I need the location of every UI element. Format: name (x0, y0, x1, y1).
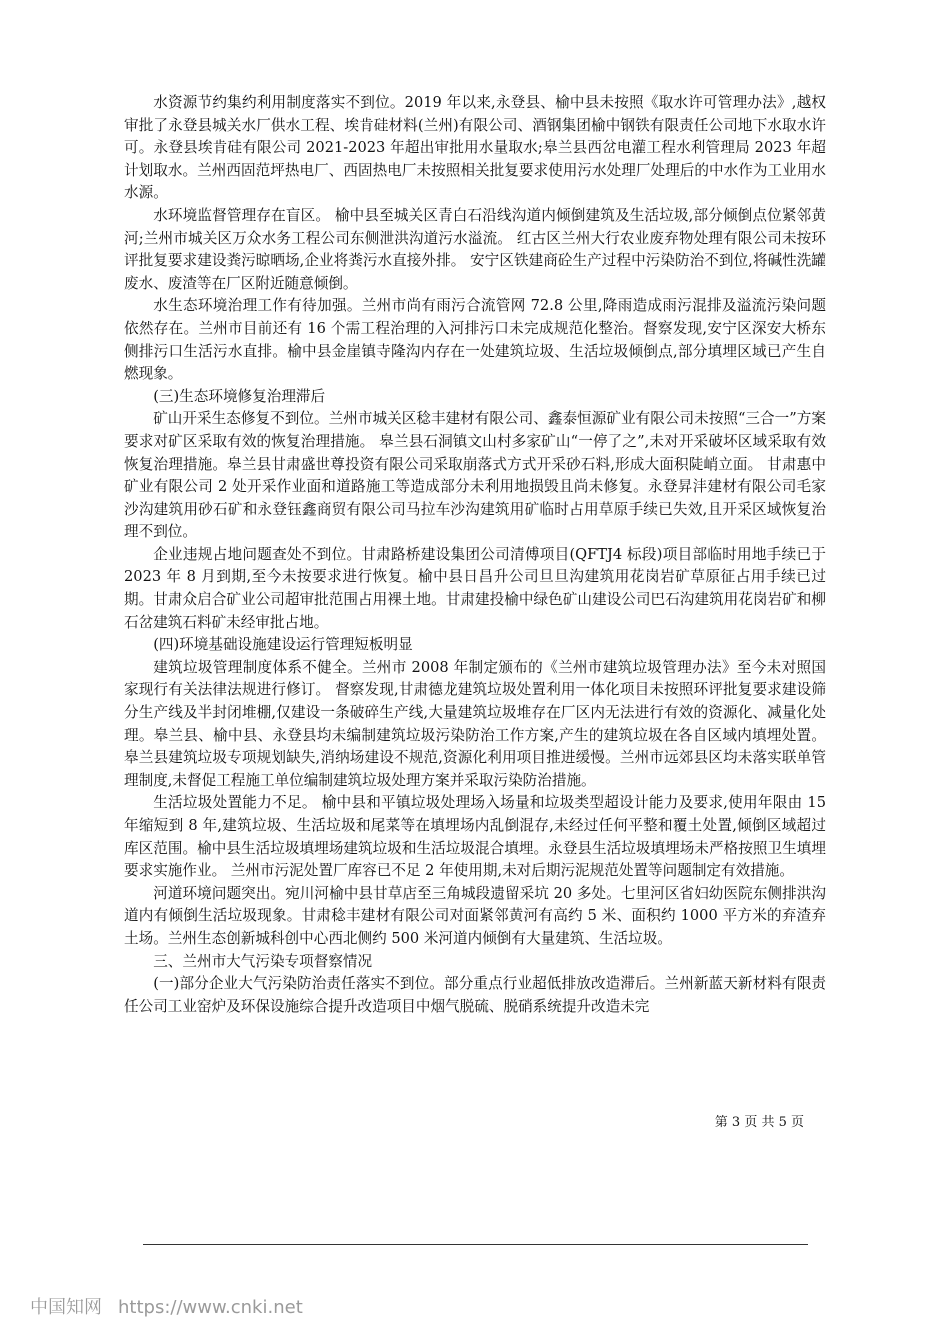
watermark-brand: 中国知网 (30, 1297, 102, 1318)
section-heading-infrastructure: (四)环境基础设施建设运行管理短板明显 (153, 636, 413, 654)
section-heading-ecological-restoration: (三)生态环境修复治理滞后 (153, 387, 326, 405)
paragraph-mine-restoration: 矿山开采生态修复不到位。兰州市城关区稔丰建材有限公司、鑫泰恒源矿业有限公司未按照“三合一”方案要求对矿区采取有效的恢复治理措施。 皋兰县石洞镇文山村多家矿山“一停了之”,未对开采破坏区域采取有效恢复治理措施。皋兰县甘肃盛世尊投资有限公司采取崩落式方式开采砂石料,形成大面积陡峭立面。 甘肃惠中矿业有限公司 2 处开采作业面和道路施工等造成部分未利用地损毁且尚未修复。永登昇沣建材有限公司毛家沙沟建筑用砂石矿和永登钰鑫商贸有限公司马拉车沙沟建筑用矿临时占用草原手续已失效,且开采区域恢复治理不到位。 (124, 410, 826, 541)
paragraph-water-supervision: 水环境监督管理存在盲区。 榆中县至城关区青白石沿线沟道内倾倒建筑及生活垃圾,部分倾倒点位紧邻黄河;兰州市城关区万众水务工程公司东侧泄洪沟道污水溢流。 红古区兰州大行农业废弃物处理有限公司未按环评批复要求建设粪污晾晒场,企业将粪污水直接外排。 安宁区铁建商砼生产过程中污染防治不到位,将碱性洗罐废水、废渣等在厂区附近随意倾倒。 (124, 206, 826, 292)
paragraph-illegal-land-use: 企业违规占地问题查处不到位。甘肃路桥建设集团公司清傅项目(QFTJ4 标段)项目部临时用地手续已于 2023 年 8 月到期,至今未按要求进行恢复。榆中县日昌升公司旦旦沟建筑用花岗岩矿草原征占用手续已过期。甘肃众启合矿业公司超审批范围占用裸土地。甘肃建投榆中绿色矿山建设公司巴石沟建筑用花岗岩矿和柳石岔建筑石料矿未经审批占地。 (124, 545, 826, 631)
watermark-url: https://www.cnki.net (118, 1297, 303, 1318)
footer-divider (143, 1244, 808, 1245)
paragraph-water-resource-saving: 水资源节约集约利用制度落实不到位。2019 年以来,永登县、榆中县未按照《取水许可管理办法》,越权审批了永登县城关水厂供水工程、埃肯硅材料(兰州)有限公司、酒钢集团榆中钢铁有限责任公司地下水取水许可。永登县埃肯硅有限公司 2021-2023 年超出审批用水量取水;皋兰县西岔电灌工程水利管理局 2023 年超计划取水。兰州西固范坪热电厂、西固热电厂未按照相关批复要求使用污水处理厂处理后的中水作为工业用水水源。 (124, 94, 826, 202)
cnki-watermark (30, 1293, 303, 1319)
paragraph-construction-waste: 建筑垃圾管理制度体系不健全。兰州市 2008 年制定颁布的《兰州市建筑垃圾管理办法》至今未对照国家现行有关法律法规进行修订。 督察发现,甘肃德龙建筑垃圾处置利用一体化项目未按照环评批复要求建设筛分生产线及半封闭堆棚,仅建设一条破碎生产线,大量建筑垃圾堆存在厂区内无法进行有效的资源化、减量化处理。皋兰县、榆中县、永登县均未编制建筑垃圾污染防治工作方案,产生的建筑垃圾在各自区域内填埋处置。皋兰县建筑垃圾专项规划缺失,消纳场建设不规范,资源化利用项目推进缓慢。兰州市远郊县区均未落实联单管理制度,未督促工程施工单位编制建筑垃圾处理方案并采取污染防治措施。 (124, 658, 826, 789)
paragraph-household-waste: 生活垃圾处置能力不足。 榆中县和平镇垃圾处理场入场量和垃圾类型超设计能力及要求,使用年限由 15 年缩短到 8 年,建筑垃圾、生活垃圾和尾菜等在填埋场内乱倒混存,未经过任何平整和覆土处置,倾倒区域超过库区范围。榆中县生活垃圾填埋场建筑垃圾和生活垃圾混合填埋。永登县生活垃圾填埋场未严格按照卫生填埋要求实施作业。 兰州市污泥处置厂库容已不足 2 年使用期,未对后期污泥规范处置等问题制定有效措施。 (124, 794, 826, 880)
page-number: 第 3 页 共 5 页 (714, 1115, 804, 1130)
paragraph-air-pollution-responsibility: (一)部分企业大气污染防治责任落实不到位。部分重点行业超低排放改造滞后。兰州新蓝天新材料有限责任公司工业窑炉及环保设施综合提升改造项目中烟气脱硫、脱硝系统提升改造未完 (124, 975, 826, 1015)
document-body (124, 92, 826, 1018)
paragraph-water-ecology: 水生态环境治理工作有待加强。兰州市尚有雨污合流管网 72.8 公里,降雨造成雨污混排及溢流污染问题依然存在。兰州市目前还有 16 个需工程治理的入河排污口未完成规范化整治。督察发现,安宁区深安大桥东侧排污口生活污水直排。榆中县金崖镇寺隆沟内存在一处建筑垃圾、生活垃圾倾倒点,部分填埋区域已产生自燃现象。 (124, 297, 826, 383)
paragraph-river-environment: 河道环境问题突出。宛川河榆中县甘草店至三角城段遗留采坑 20 多处。七里河区省妇幼医院东侧排洪沟道内有倾倒生活垃圾现象。甘肃稔丰建材有限公司对面紧邻黄河有高约 5 米、面积约 1000 平方米的弃渣弃土场。兰州生态创新城科创中心西北侧约 500 米河道内倾倒有大量建筑、生活垃圾。 (124, 884, 826, 947)
section-heading-air-pollution: 三、兰州市大气污染专项督察情况 (153, 952, 373, 970)
